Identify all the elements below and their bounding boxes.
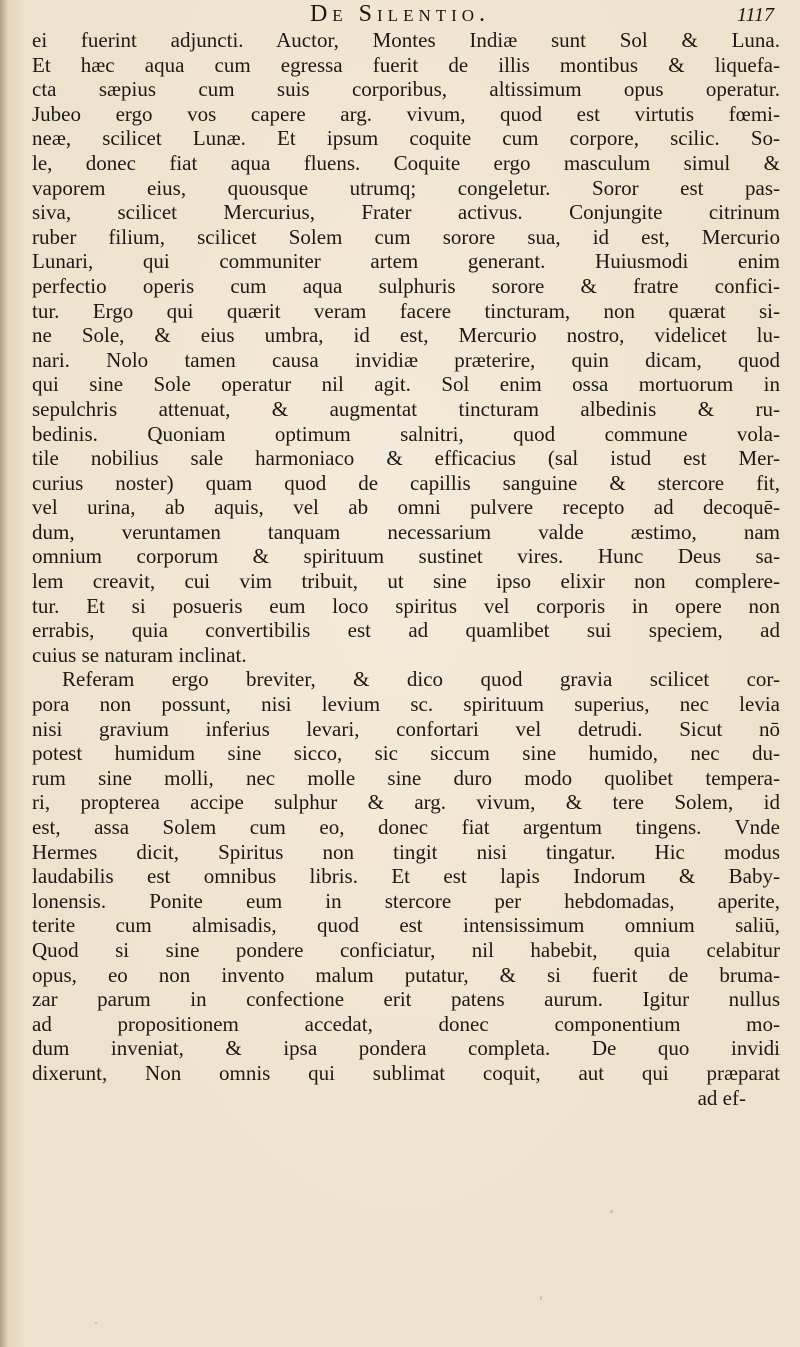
text-line: tur. Ergo qui quærit veram facere tincturam, non quærat si- xyxy=(32,298,780,323)
paper-speck xyxy=(610,1210,613,1213)
text-line: tile nobilius sale harmoniaco & efficacius (sal istud est Mer- xyxy=(32,446,780,471)
text-line: ne Sole, & eius umbra, id est, Mercurio nostro, videlicet lu- xyxy=(32,323,780,348)
text-line: tur. Et si posueris eum loco spiritus vel corporis in opere non xyxy=(32,593,780,618)
paragraph-end-line: cuius se naturam inclinat. xyxy=(32,642,247,667)
text-line: lem creavit, cui vim tribuit, ut sine ipso elixir non complere- xyxy=(32,569,780,594)
text-line: errabis, quia convertibilis est ad quamlibet sui speciem, ad xyxy=(32,618,780,643)
text-line: laudabilis est omnibus libris. Et est lapis Indorum & Baby- xyxy=(32,864,780,889)
text-line: nari. Nolo tamen causa invidiæ præterire, quin dicam, quod xyxy=(32,347,780,372)
running-title: De Silentio. xyxy=(309,1,491,27)
text-line: Hermes dicit, Spiritus non tingit nisi tingatur. Hic modus xyxy=(32,839,780,864)
text-line: ad propositionem accedat, donec componentium mo- xyxy=(32,1011,780,1036)
text-line: omnium corporum & spirituum sustinet vires. Hunc Deus sa- xyxy=(32,544,780,569)
text-line: perfectio operis cum aqua sulphuris sorore & fratre confici- xyxy=(32,273,780,298)
text-line: dixerunt, Non omnis qui sublimat coquit, aut qui præparat xyxy=(32,1060,780,1085)
text-line: vaporem eius, quousque utrumq; congeletur. Soror est pas- xyxy=(32,175,780,200)
text-line: terite cum almisadis, quod est intensissimum omnium saliū, xyxy=(32,913,780,938)
paragraph-start-line: Referam ergo breviter, & dico quod gravia scilicet cor- xyxy=(62,667,780,692)
text-line: ei fuerint adjuncti. Auctor, Montes Indiæ sunt Sol & Luna. xyxy=(32,28,780,52)
catchword: ad ef- xyxy=(697,1085,746,1110)
text-line: ruber filium, scilicet Solem cum sorore sua, id est, Mercurio xyxy=(32,224,780,249)
paper-speck xyxy=(95,1322,97,1324)
page-number: 1117 xyxy=(736,4,774,26)
text-line: Lunari, qui communiter artem generant. Huiusmodi enim xyxy=(32,249,780,274)
text-line: cta sæpius cum suis corporibus, altissimum opus operatur. xyxy=(32,77,780,102)
text-line: pora non possunt, nisi levium sc. spirituum superius, nec levia xyxy=(32,692,780,717)
text-line: dum, veruntamen tanquam necessarium valde æstimo, nam xyxy=(32,519,780,544)
body-text xyxy=(32,28,780,1110)
text-line: bedinis. Quoniam optimum salnitri, quod commune vola- xyxy=(32,421,780,446)
text-line: ri, propterea accipe sulphur & arg. vivum, & tere Solem, id xyxy=(32,790,780,815)
text-line: nisi gravium inferius levari, confortari vel detrudi. Sicut nō xyxy=(32,716,780,741)
text-line: zar parum in confectione erit patens aurum. Igitur nullus xyxy=(32,987,780,1012)
text-line: sepulchris attenuat, & augmentat tincturam albedinis & ru- xyxy=(32,396,780,421)
text-line: potest humidum sine sicco, sic siccum sine humido, nec du- xyxy=(32,741,780,766)
text-line: Quod si sine pondere conficiatur, nil habebit, quia celabitur xyxy=(32,937,780,962)
text-line: est, assa Solem cum eo, donec fiat argentum tingens. Vnde xyxy=(32,815,780,839)
page-gutter xyxy=(0,0,8,1347)
text-line: curius noster) quam quod de capillis sanguine & stercore fit, xyxy=(32,470,780,495)
text-line: qui sine Sole operatur nil agit. Sol enim ossa mortuorum in xyxy=(32,372,780,397)
text-line: Jubeo ergo vos capere arg. vivum, quod est virtutis fœmi- xyxy=(32,101,780,126)
text-line: siva, scilicet Mercurius, Frater activus. Conjungite citrinum xyxy=(32,200,780,225)
text-line: Et hæc aqua cum egressa fuerit de illis montibus & liquefa- xyxy=(32,52,780,77)
text-line: opus, eo non invento malum putatur, & si fuerit de bruma- xyxy=(32,962,780,987)
paper-speck xyxy=(540,1296,542,1300)
text-line: neæ, scilicet Lunæ. Et ipsum coquite cum corpore, scilic. So- xyxy=(32,126,780,151)
text-line: rum sine molli, nec molle sine duro modo quolibet tempera- xyxy=(32,765,780,790)
text-line: lonensis. Ponite eum in stercore per hebdomadas, aperite, xyxy=(32,888,780,913)
text-line: le, donec fiat aqua fluens. Coquite ergo masculum simul & xyxy=(32,150,780,175)
text-line: vel urina, ab aquis, vel ab omni pulvere recepto ad decoquē- xyxy=(32,495,780,520)
text-line: dum inveniat, & ipsa pondera completa. De quo invidi xyxy=(32,1036,780,1061)
page-header xyxy=(0,0,800,30)
